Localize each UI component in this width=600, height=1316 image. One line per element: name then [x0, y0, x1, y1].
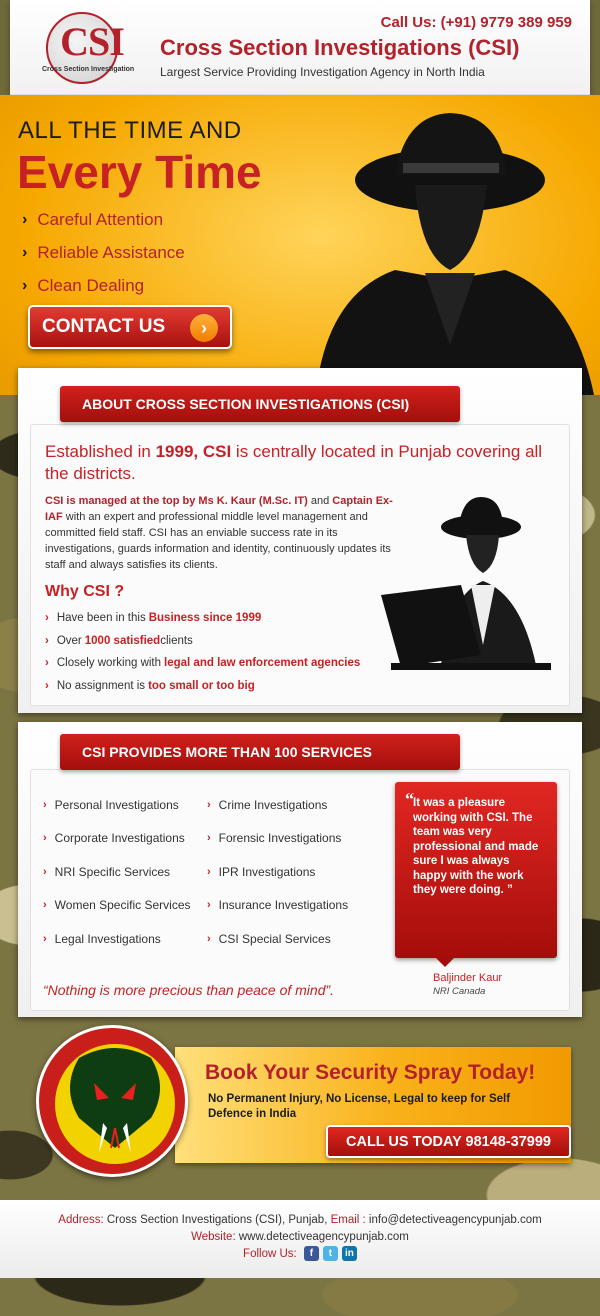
service-item[interactable]: › Forensic Investigations [207, 831, 342, 846]
chevron-right-icon: › [43, 899, 47, 912]
footer-website-row: Website: www.detectiveagencypunjab.com [191, 1231, 409, 1243]
about-body: CSI is managed at the top by Ms K. Kaur (M.Sc. IT) and Captain Ex-IAF with an expert and professional middle level management and committed field staff. CSI has an enviable success rate in its investigations, guards information and identity, continuously updates its staff and always satisfies its clients. [45, 495, 393, 571]
service-item[interactable]: › NRI Specific Services [43, 864, 171, 879]
services-panel [18, 722, 582, 1017]
twitter-icon[interactable]: t [323, 1246, 338, 1261]
hero-bullet: › Reliable Assistance [22, 242, 185, 262]
site-header [10, 0, 590, 95]
why-csi-heading: Why CSI ? [45, 583, 125, 600]
about-panel [18, 368, 582, 713]
why-item: › Have been in this Business since 1999 [45, 612, 262, 625]
service-item[interactable]: › CSI Special Services [207, 931, 331, 946]
services-column-1 [43, 788, 191, 956]
brand-title: Cross Section Investigations (CSI) [160, 35, 520, 60]
chevron-right-icon: › [22, 276, 28, 294]
detective-silhouette-image [275, 105, 600, 395]
peace-of-mind-quote: “Nothing is more precious than peace of mind”. [43, 982, 335, 998]
chevron-right-icon: › [43, 865, 47, 878]
linkedin-icon[interactable]: in [342, 1246, 357, 1261]
csi-logo[interactable] [32, 10, 152, 85]
chevron-right-icon: › [43, 932, 47, 945]
logo-text: CSI [60, 19, 124, 64]
chevron-right-icon: › [207, 798, 211, 811]
detective-laptop-image [371, 495, 571, 675]
spray-subtitle: No Permanent Injury, No License, Legal to keep for Self Defence in India [208, 1093, 511, 1120]
spray-title: Book Your Security Spray Today! [205, 1061, 536, 1084]
why-csi-list [45, 607, 360, 697]
chevron-right-icon: › [22, 243, 28, 261]
service-item[interactable]: › Insurance Investigations [207, 898, 349, 913]
service-item[interactable]: › Crime Investigations [207, 797, 328, 812]
testimonial-box [395, 782, 557, 958]
about-content [30, 424, 570, 706]
service-item[interactable]: › Corporate Investigations [43, 831, 185, 846]
logo-subtitle: Cross Section Investigation [42, 66, 135, 73]
quote-open-icon: “ [405, 789, 414, 809]
speech-tail [435, 957, 455, 967]
service-item[interactable]: › IPR Investigations [207, 864, 316, 879]
services-content [30, 769, 570, 1011]
footer-address-row: Address: Cross Section Investigations (CSI), Punjab, Email : info@detectiveagencypunjab.com [58, 1214, 542, 1226]
chevron-right-icon: › [207, 932, 211, 945]
chevron-right-icon: › [207, 832, 211, 845]
hero-bullet: › Clean Dealing [22, 275, 145, 295]
contact-us-label: CONTACT US [42, 316, 166, 337]
chevron-right-icon: › [45, 612, 49, 625]
contact-us-button[interactable] [28, 305, 232, 349]
cobra-emblem-image [36, 1025, 188, 1177]
service-item[interactable]: › Women Specific Services [43, 898, 191, 913]
security-spray-banner [175, 1047, 571, 1163]
chevron-right-icon: › [43, 832, 47, 845]
chevron-right-icon: › [45, 679, 49, 692]
brand-tagline: Largest Service Providing Investigation Agency in North India [160, 65, 485, 79]
chevron-right-icon: › [45, 657, 49, 670]
service-item[interactable]: › Legal Investigations [43, 931, 161, 946]
about-heading-ribbon: ABOUT CROSS SECTION INVESTIGATIONS (CSI) [60, 386, 460, 422]
quote-close-icon: ” [506, 884, 513, 896]
about-lead: Established in 1999, CSI is centrally located in Punjab covering all the districts. [45, 442, 543, 483]
services-heading-ribbon: CSI PROVIDES MORE THAN 100 SERVICES [60, 734, 460, 770]
hero-banner [0, 95, 600, 395]
why-item: › Closely working with legal and law enforcement agencies [45, 657, 361, 670]
chevron-right-icon: › [207, 865, 211, 878]
chevron-right-icon: › [45, 634, 49, 647]
hero-line1: ALL THE TIME AND [18, 117, 242, 144]
testimonial-text: It was a pleasure working with CSI. The team was very professional and made sure I was always happy with the work they were doing. [413, 797, 539, 896]
testimonial-author: Baljinder Kaur [433, 972, 503, 984]
service-item[interactable]: › Personal Investigations [43, 797, 179, 812]
chevron-right-icon: › [207, 899, 211, 912]
footer-email-link[interactable]: info@detectiveagencypunjab.com [365, 1214, 542, 1226]
chevron-right-icon: › [43, 798, 47, 811]
social-icons [304, 1246, 357, 1261]
hero-bullet-list [22, 203, 185, 302]
hero-headline: Every Time [17, 146, 262, 198]
site-footer [0, 1200, 600, 1278]
header-phone[interactable]: Call Us: (+91) 9779 389 959 [380, 14, 572, 31]
footer-website-link[interactable]: www.detectiveagencypunjab.com [235, 1231, 409, 1243]
footer-follow-row: Follow Us: f t in [0, 1246, 600, 1263]
why-item: › Over 1000 satisfied clients [45, 634, 193, 647]
arrow-right-icon: › [190, 314, 218, 342]
why-item: › No assignment is too small or too big [45, 679, 255, 692]
chevron-right-icon: › [22, 210, 28, 228]
call-us-today-button[interactable]: CALL US TODAY 98148-37999 [326, 1125, 571, 1158]
testimonial-location: NRI Canada [433, 986, 486, 997]
facebook-icon[interactable]: f [304, 1246, 319, 1261]
services-column-2 [207, 788, 348, 956]
hero-bullet: › Careful Attention [22, 209, 164, 229]
